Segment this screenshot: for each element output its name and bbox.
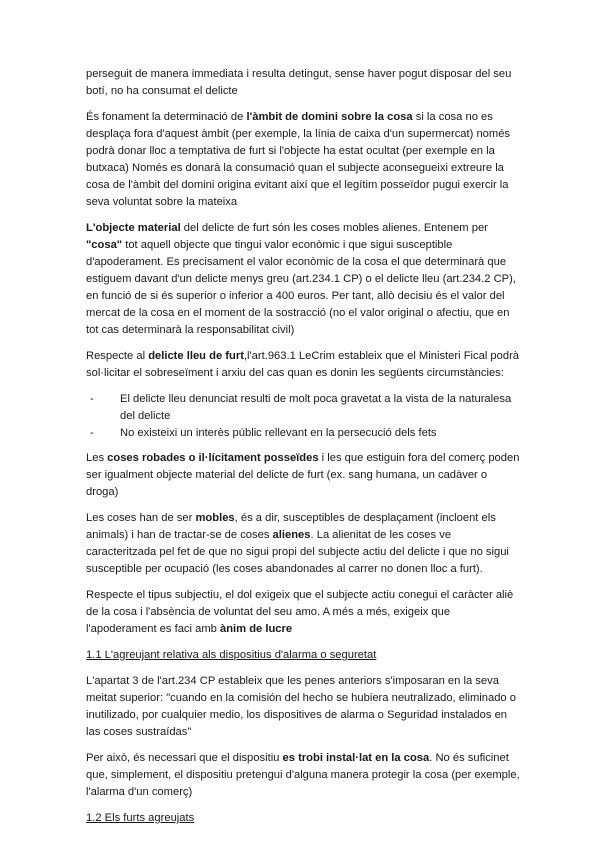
paragraph-8: L'apartat 3 de l'art.234 CP estableix que les penes anteriors s'imposaran en la seva meitat superior: "cuando en la comisión del hecho se hubiera neutralizado, eliminado o inutilizado, por cualquier medio, los dispositives de alarma o Seguridad instalados en las coses sustraídas"	[86, 675, 516, 738]
text-run: , és a dir, susceptibles de desplaçament (incloent els animals) i han de tractar-se de coses	[86, 512, 496, 541]
text-run: si la cosa no es desplaça fora d'aquest àmbit (per exemple, la línia de caixa d'un supermercat) només podrà donar lloc a temptativa de furt si l'objecte ha estat ocultat (per exemple en la butxaca) Només es donarà la consumació quan el subjecte aconsegueixi extreure la cosa de l'àmbit del domini origina evitant així que el legítim posseïdor pugui exercir la seva voluntat sobre la mateixa	[86, 111, 511, 208]
bold-term: "cosa"	[86, 239, 123, 251]
list-item: - El delicte lleu denunciat resulti de molt poca gravetat a la vista de la naturalesa del delicte	[86, 391, 522, 425]
section-heading-1-1: 1.1 L'agreujant relativa als dispositius d'alarma o seguretat	[86, 649, 377, 661]
paragraph-3	[86, 220, 522, 339]
bold-term: delicte lleu de furt	[148, 350, 244, 362]
paragraph-9	[86, 750, 522, 801]
paragraph-2	[86, 109, 522, 211]
bold-term: l'àmbit de domini sobre la cosa	[246, 111, 413, 123]
bold-term: mobles	[195, 512, 235, 524]
document-body	[86, 66, 522, 836]
paragraph-5	[86, 450, 522, 501]
list-item: - No existeixi un interès públic rellevant en la persecució dels fets	[86, 425, 522, 442]
text-run: tot aquell objecte que tingui valor econòmic i que sigui susceptible d'apoderament. Es precisament el valor econòmic de la cosa el que determinarà que estiguem davant d'un delicte menys greu (art.234.1 CP) o el delicte lleu (art.234.2 CP), en funció de si és superior o inferior a 400 euros. Per tant, allò decisiu és el valor del mercat de la cosa en el moment de la sostracció (no el valor original o afectiu, que en tot cas determinarà la responsabilitat civil)	[86, 239, 516, 336]
text-run: Les coses han de ser	[86, 512, 196, 524]
text-run: del delicte de furt són les coses mobles alienes. Entenem per	[180, 222, 488, 234]
text-run: És fonament la determinació de	[86, 111, 247, 123]
paragraph-7	[86, 587, 522, 638]
bold-term: ànim de lucre	[219, 623, 293, 635]
text-run: Respecte al	[86, 350, 149, 362]
text-run: Per això, és necessari que el dispositiu	[86, 752, 283, 764]
bold-term: alienes	[272, 529, 311, 541]
bold-term: es trobi instal·lat en la cosa	[282, 752, 430, 764]
bold-term: L'objecte material	[86, 222, 181, 234]
text-run: ,l'art.963.1 LeCrim estableix que el Ministeri Fical podrà sol·licitar el sobreseïment i arxiu del cas quan es donin les següents circumstàncies:	[86, 350, 520, 379]
text-run: . No és suficinet que, simplement, el dispositiu pretengui d'alguna manera protegir la cosa (per exemple, l'alarma d'un comerç)	[86, 752, 520, 798]
paragraph-4	[86, 348, 522, 382]
text-run: i les que estiguin fora del comerç poden ser igualment objecte material del delicte de furt (ex. sang humana, un cadàver o droga)	[86, 452, 520, 498]
paragraph-6	[86, 510, 522, 578]
text-run: Respecte el tipus subjectiu, el dol exigeix que el subjecte actiu conegui el caràcter aliè de la cosa i l'absència de voluntat del seu amo. A més a més, exigeix que l'apoderament es faci amb	[86, 589, 514, 635]
paragraph-1: perseguit de manera immediata i resulta detingut, sense haver pogut disposar del seu botí, no ha consumat el delicte	[86, 68, 512, 97]
bold-term: coses robades o il·lícitament posseïdes	[107, 452, 319, 464]
circumstances-list	[86, 391, 522, 442]
text-run: Les	[86, 452, 108, 464]
section-heading-1-2: 1.2 Els furts agreujats	[86, 812, 195, 824]
text-run: . La alienitat de les coses ve caracteritzada pel fet de que no sigui propi del subjecte actiu del delicte i que no sigui susceptible per ocupació (les coses abandonades al carrer no donen lloc a furt).	[86, 529, 509, 575]
